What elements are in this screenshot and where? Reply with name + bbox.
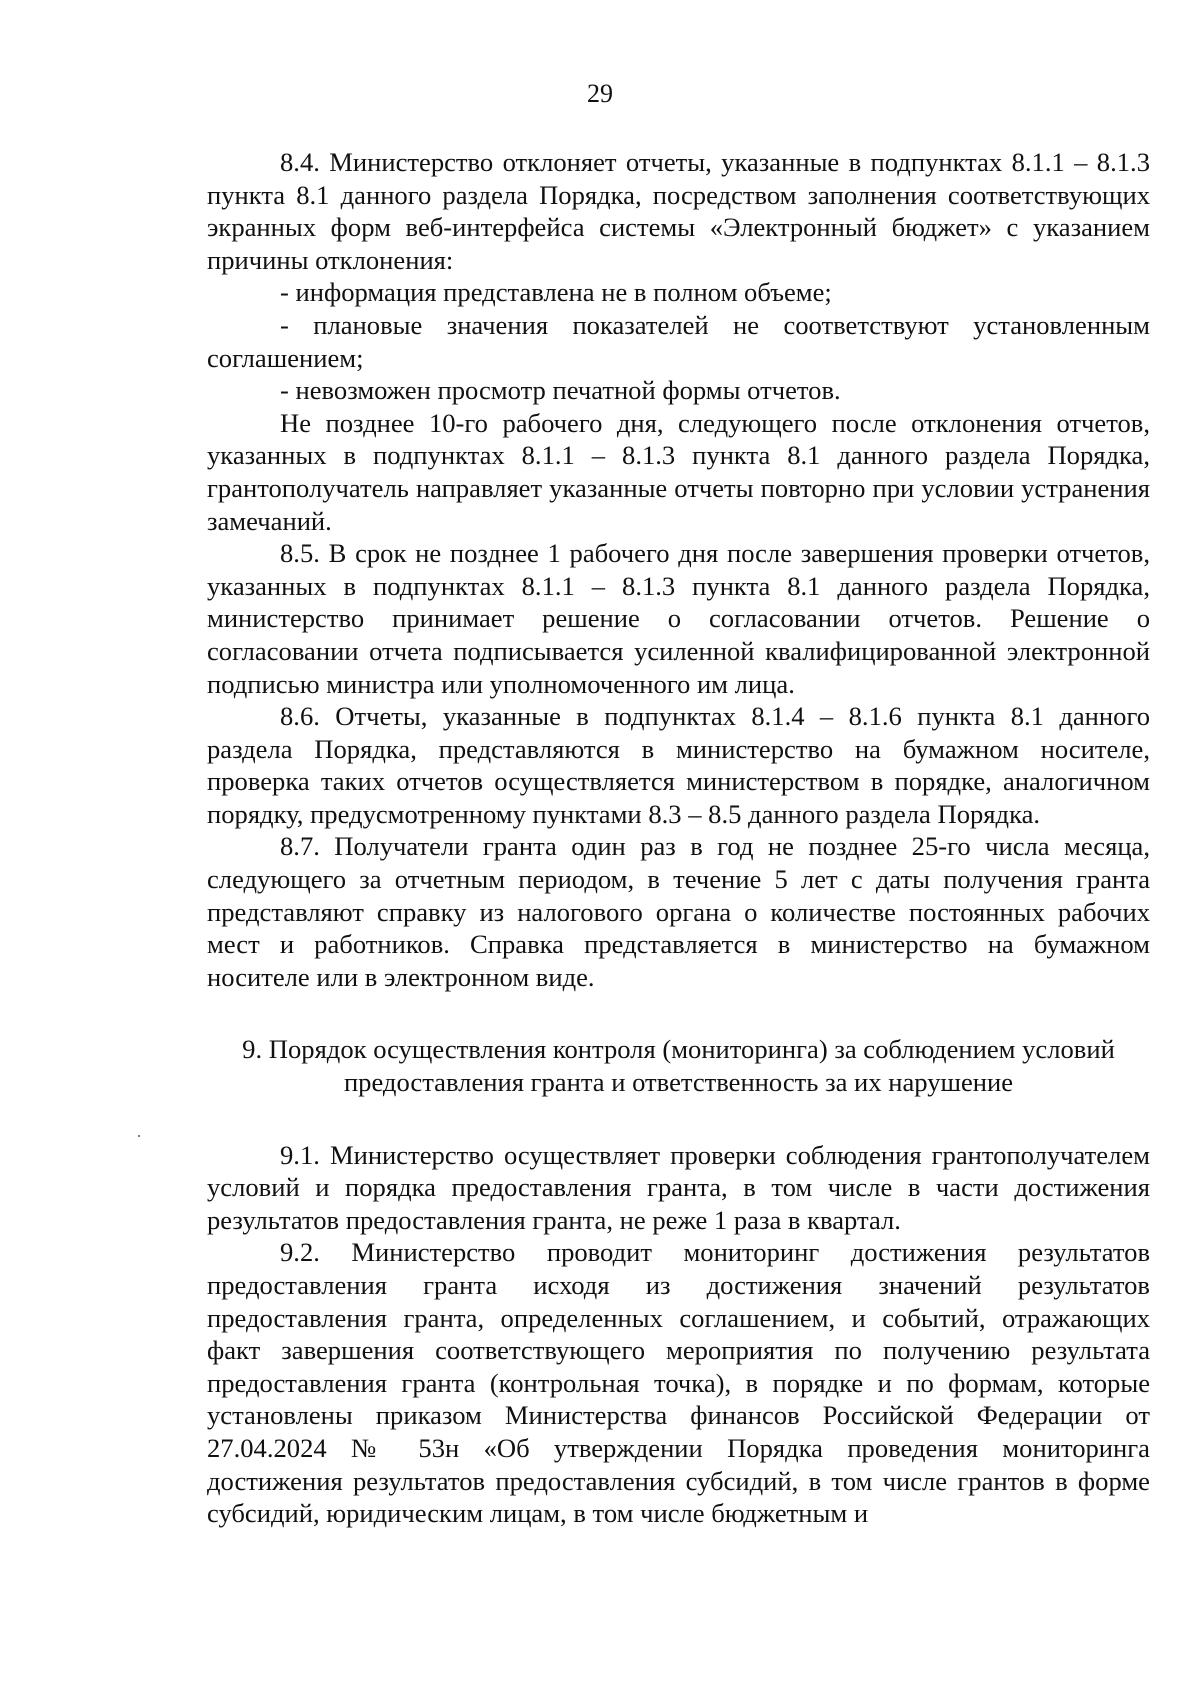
document-body	[207, 146, 1150, 1530]
paragraph-8-4: 8.4. Министерство отклоняет отчеты, указанные в подпунктах 8.1.1 – 8.1.3 пункта 8.1 данного раздела Порядка, посредством заполнения соответствующих экранных форм веб-интерфейса системы «Электронный бюджет» с указанием причины отклонения:	[207, 147, 1150, 275]
list-item-incomplete-info: - информация представлена не в полном объеме;	[280, 277, 832, 308]
paragraph-9-1: 9.1. Министерство осуществляет проверки соблюдения грантополучателем условий и порядка предоставления гранта, в том числе в части достижения результатов предоставления гранта, не реже 1 раза в квартал.	[207, 1139, 1150, 1235]
page-number: 29	[587, 79, 613, 108]
paragraph-8-7: 8.7. Получатели гранта один раз в год не позднее 25-го числа месяца, следующего за отчетным периодом, в течение 5 лет с даты получения гранта представляют справку из налогового органа о количестве постоянных рабочих мест и работников. Справка представляется в министерство на бумажном носителе или в электронном виде.	[207, 831, 1150, 992]
list-item-print-unavailable: - невозможен просмотр печатной формы отчетов.	[280, 375, 841, 406]
paragraph-9-2: 9.2. Министерство проводит мониторинг достижения результатов предоставления гранта исходя из достижения значений результатов предоставления гранта, определенных соглашением, и событий, отражающих факт завершения соответствующего мероприятия по получению результата предоставления гранта (контрольная точка), в порядке и по формам, которые установлены приказом Министерства финансов Российской Федерации от 27.04.2024 № 53н «Об утверждении Порядка проведения мониторинга достижения результатов предоставления субсидий, в том числе грантов в форме субсидий, юридическим лицам, в том числе бюджетным и	[207, 1237, 1150, 1529]
paragraph-8-5: 8.5. В срок не позднее 1 рабочего дня после завершения проверки отчетов, указанных в подпунктах 8.1.1 – 8.1.3 пункта 8.1 данного раздела Порядка, министерство принимает решение о согласовании отчетов. Решение о согласовании отчета подписывается усиленной квалифицированной электронной подписью министра или уполномоченного им лица.	[207, 538, 1150, 699]
section-9-heading	[207, 1033, 1150, 1098]
section-9-heading-line-1: 9. Порядок осуществления контроля (мониторинга) за соблюдением условий	[242, 1034, 1115, 1065]
list-item-plan-mismatch: - плановые значения показателей не соответствуют установленным соглашением;	[207, 309, 1150, 373]
paragraph-8-6: 8.6. Отчеты, указанные в подпунктах 8.1.4 – 8.1.6 пункта 8.1 данного раздела Порядка, представляются в министерство на бумажном носителе, проверка таких отчетов осуществляется министерством в порядке, аналогичном порядку, предусмотренному пунктами 8.3 – 8.5 данного раздела Порядка.	[207, 701, 1150, 829]
section-9-heading-line-2: предоставления гранта и ответственность за их нарушение	[343, 1067, 1014, 1098]
paragraph-resubmission: Не позднее 10-го рабочего дня, следующего после отклонения отчетов, указанных в подпунктах 8.1.1 – 8.1.3 пункта 8.1 данного раздела Порядка, грантополучатель направляет указанные отчеты повторно при условии устранения замечаний.	[207, 407, 1150, 536]
scan-speck	[138, 1135, 140, 1137]
